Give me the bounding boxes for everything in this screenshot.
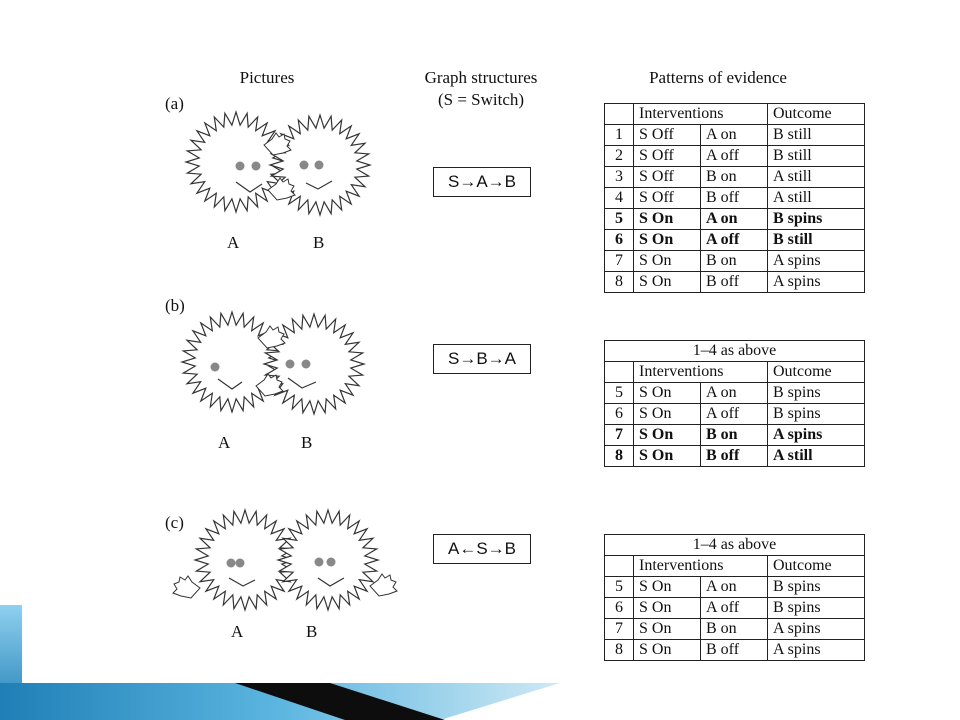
- creature-hand: [173, 576, 200, 598]
- creature-label-b: B: [306, 622, 318, 641]
- intervention-cell: A off: [701, 404, 768, 425]
- above-note: 1–4 as above: [605, 535, 865, 556]
- row-number-cell: 7: [605, 251, 634, 272]
- switch-state-cell: S Off: [634, 146, 701, 167]
- table-row: [605, 251, 865, 272]
- row-number-cell: 8: [605, 446, 634, 467]
- interventions-header: Interventions: [634, 362, 768, 383]
- creature-eye: [227, 559, 236, 568]
- creature-eye: [236, 162, 245, 171]
- switch-state-cell: S Off: [634, 188, 701, 209]
- header-pictures: Pictures: [239, 68, 295, 87]
- row-number-cell: 7: [605, 425, 634, 446]
- row-number-cell: 6: [605, 230, 634, 251]
- row-number-cell: 2: [605, 146, 634, 167]
- table-row: [605, 404, 865, 425]
- row-number-cell: 4: [605, 188, 634, 209]
- row-number-cell: 8: [605, 640, 634, 661]
- intervention-cell: B on: [701, 619, 768, 640]
- row-number-cell: 6: [605, 404, 634, 425]
- graph-structure-c: A←S→B: [433, 534, 531, 564]
- outcome-cell: B spins: [768, 209, 865, 230]
- interventions-header: Interventions: [634, 556, 768, 577]
- intervention-cell: A off: [701, 598, 768, 619]
- table-corner-cell: [605, 556, 634, 577]
- table-row: [605, 167, 865, 188]
- intervention-cell: A on: [701, 209, 768, 230]
- switch-state-cell: S On: [634, 446, 701, 467]
- row-number-cell: 5: [605, 577, 634, 598]
- creature-body: [186, 112, 286, 212]
- creature-eye: [327, 558, 336, 567]
- header-graph-note: (S = Switch): [437, 90, 525, 109]
- outcome-header: Outcome: [768, 556, 865, 577]
- creature-label-b: B: [301, 433, 313, 452]
- row-number-cell: 7: [605, 619, 634, 640]
- outcome-cell: B still: [768, 125, 865, 146]
- panel-label-c: (c): [165, 513, 184, 532]
- graph-structure-a: S→A→B: [433, 167, 531, 197]
- switch-state-cell: S On: [634, 251, 701, 272]
- outcome-cell: B spins: [768, 598, 865, 619]
- table-row: [605, 146, 865, 167]
- intervention-cell: A on: [701, 125, 768, 146]
- outcome-cell: B spins: [768, 577, 865, 598]
- intervention-cell: B off: [701, 640, 768, 661]
- creature-eye: [236, 559, 245, 568]
- creature-eye: [315, 161, 324, 170]
- creature-label-a: A: [227, 233, 240, 252]
- creature-eye: [302, 360, 311, 369]
- intervention-cell: A off: [701, 230, 768, 251]
- table-row: [605, 272, 865, 293]
- creature-eye: [211, 363, 220, 372]
- evidence-table-b: [604, 340, 865, 467]
- intervention-cell: B on: [701, 167, 768, 188]
- outcome-cell: A spins: [768, 251, 865, 272]
- creature-eye: [315, 558, 324, 567]
- row-number-cell: 5: [605, 209, 634, 230]
- switch-state-cell: S On: [634, 640, 701, 661]
- table-row: [605, 383, 865, 404]
- table-row: [605, 209, 865, 230]
- outcome-cell: B spins: [768, 383, 865, 404]
- outcome-cell: A still: [768, 167, 865, 188]
- switch-state-cell: S Off: [634, 167, 701, 188]
- outcome-cell: A still: [768, 446, 865, 467]
- intervention-cell: A on: [701, 577, 768, 598]
- intervention-cell: B off: [701, 188, 768, 209]
- intervention-cell: B off: [701, 446, 768, 467]
- table-row: [605, 598, 865, 619]
- table-row: [605, 577, 865, 598]
- table-row: [605, 230, 865, 251]
- switch-state-cell: S On: [634, 209, 701, 230]
- switch-state-cell: S On: [634, 577, 701, 598]
- table-row: [605, 640, 865, 661]
- switch-state-cell: S On: [634, 404, 701, 425]
- switch-state-cell: S On: [634, 272, 701, 293]
- table-row: [605, 125, 865, 146]
- outcome-cell: B spins: [768, 404, 865, 425]
- table-row: [605, 425, 865, 446]
- outcome-header: Outcome: [768, 362, 865, 383]
- panel-label-a: (a): [165, 94, 184, 113]
- outcome-cell: A spins: [768, 619, 865, 640]
- outcome-cell: A spins: [768, 425, 865, 446]
- table-row: [605, 446, 865, 467]
- above-note: 1–4 as above: [605, 341, 865, 362]
- switch-state-cell: S On: [634, 619, 701, 640]
- creature-label-a: A: [218, 433, 231, 452]
- intervention-cell: B on: [701, 425, 768, 446]
- table-row: [605, 188, 865, 209]
- outcome-cell: A spins: [768, 640, 865, 661]
- switch-state-cell: S On: [634, 230, 701, 251]
- graph-structure-b: S→B→A: [433, 344, 531, 374]
- outcome-cell: B still: [768, 146, 865, 167]
- row-number-cell: 1: [605, 125, 634, 146]
- creature-body: [264, 314, 364, 414]
- row-number-cell: 8: [605, 272, 634, 293]
- creature-eye: [286, 360, 295, 369]
- creature-body: [182, 312, 282, 412]
- outcome-cell: A spins: [768, 272, 865, 293]
- table-corner-cell: [605, 362, 634, 383]
- switch-state-cell: S Off: [634, 125, 701, 146]
- switch-state-cell: S On: [634, 598, 701, 619]
- header-patterns: Patterns of evidence: [649, 68, 787, 87]
- intervention-cell: B off: [701, 272, 768, 293]
- switch-state-cell: S On: [634, 425, 701, 446]
- evidence-table-c: [604, 534, 865, 661]
- creature-label-a: A: [231, 622, 244, 641]
- intervention-cell: A off: [701, 146, 768, 167]
- creature-hand: [370, 574, 397, 596]
- panel-label-b: (b): [165, 296, 185, 315]
- header-graph-structures: Graph structures: [424, 68, 538, 87]
- table-corner-cell: [605, 104, 634, 125]
- outcome-cell: B still: [768, 230, 865, 251]
- intervention-cell: A on: [701, 383, 768, 404]
- intervention-cell: B on: [701, 251, 768, 272]
- outcome-cell: A still: [768, 188, 865, 209]
- row-number-cell: 5: [605, 383, 634, 404]
- creature-eye: [252, 162, 261, 171]
- switch-state-cell: S On: [634, 383, 701, 404]
- creature-eye: [300, 161, 309, 170]
- row-number-cell: 6: [605, 598, 634, 619]
- creature-label-b: B: [313, 233, 325, 252]
- row-number-cell: 3: [605, 167, 634, 188]
- evidence-table-a: [604, 103, 865, 293]
- outcome-header: Outcome: [768, 104, 865, 125]
- interventions-header: Interventions: [634, 104, 768, 125]
- table-row: [605, 619, 865, 640]
